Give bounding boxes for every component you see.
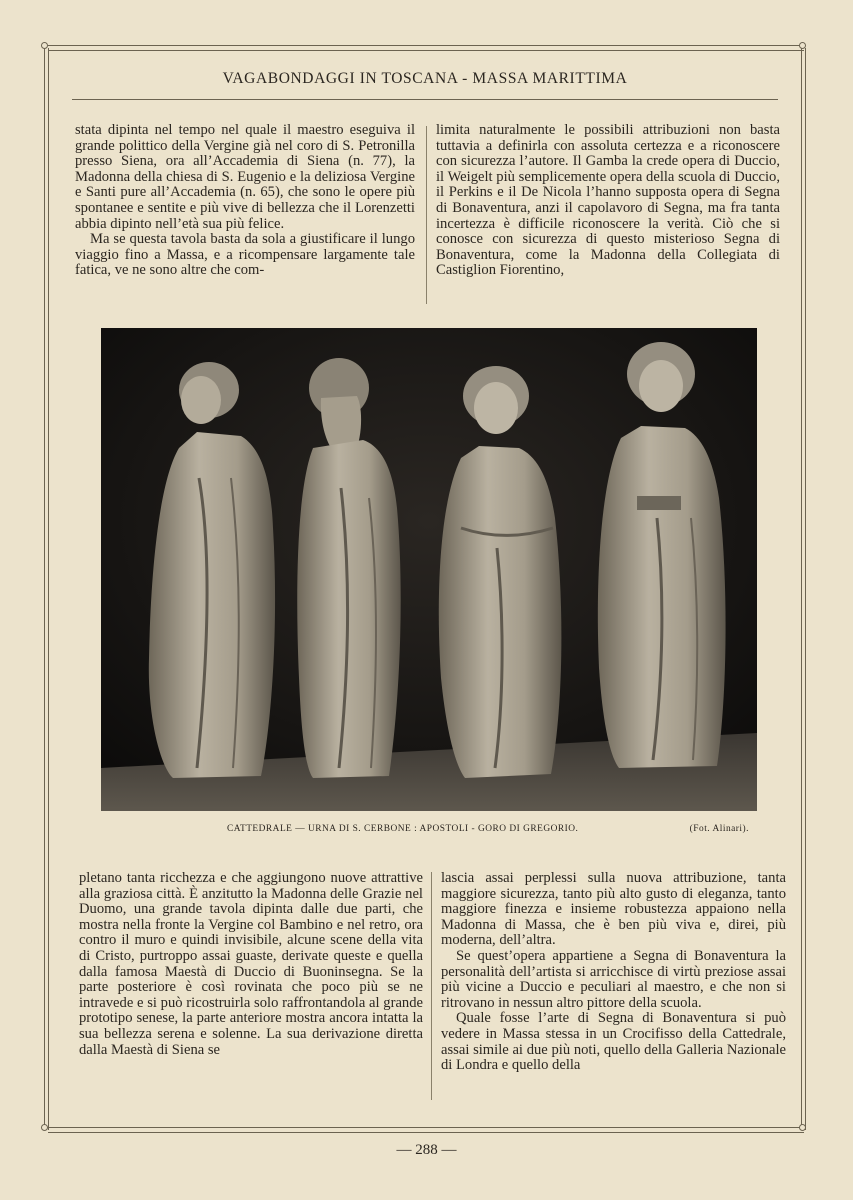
column-divider — [426, 126, 427, 304]
frame-corner-ornament — [799, 42, 806, 49]
paragraph: stata dipinta nel tempo nel quale il maestro eseguiva il grande polittico della Vergine già nel coro di S. Petronilla presso Siena, ora all’Accademia di Siena (n. 77), la Madonna della chiesa di S. Eugenio e la deliziosa Vergine e Santi pure all’Accademia (n. 65), che sono le opere più spontanee e sentite e più vive di bellezza che il Lorenzetti abbia dipinto nell’età sua più felice. — [75, 122, 415, 232]
top-right-column — [436, 123, 780, 279]
frame-corner-ornament — [41, 42, 48, 49]
frame-corner-ornament — [41, 1124, 48, 1131]
photo-credit: (Fot. Alinari). — [689, 824, 749, 834]
bottom-right-column — [441, 871, 786, 1074]
top-left-column — [75, 123, 415, 279]
paragraph: limita naturalmente le possibili attribuzioni non basta tuttavia a definirla con assoluta certezza e a riconoscere con sicurezza l’autore. Il Gamba la crede opera di Duccio, il Weigelt più semplicemente opera della scuola di Duccio, il Perkins e il De Nicola l’hanno supposta opera di Segna di Bonaventura, anzi il capolavoro di Segna, ma fra tanta incertezza è difficile riconoscere la verità. Ciò che si conosce con sicurezza di questo misterioso Segna di Bonaventura, come la Madonna della Collegiata di Castiglion Fiorentino, — [436, 122, 780, 279]
frame-top-rule — [48, 45, 804, 51]
column-divider — [431, 872, 432, 1100]
header-rule — [72, 99, 778, 100]
frame-corner-ornament — [799, 1124, 806, 1131]
paragraph: lascia assai perplessi sulla nuova attribuzione, tanta maggiore sicurezza, tanto più alto gusto di eleganza, tanto maggiore finezza e insieme robustezza appaiono nella Madonna di Massa, che è ben più viva e, direi, più moderna, dell’altra. — [441, 870, 786, 949]
frame-right-rule — [801, 48, 806, 1130]
paragraph: pletano tanta ricchezza e che aggiungono nuove attrattive alla graziosa città. È anzitutto la Madonna delle Grazie nel Duomo, una grande tavola dipinta dalle due parti, che mostra nella fronte la Vergine col Bambino e nel retro, ora contro il muro e quindi invisibile, alcune scene della vita di Cristo, purtroppo assai guaste, derivate queste e quella dalla famosa Maestà di Duccio di Buoninsegna. Se la parte posteriore è così rovinata che poco più se ne intravede e si può ricostruirla solo raffrontandola al grande prototipo senese, la parte anteriore mostra ancora intatta la sua bellezza serena e solenne. La sua derivazione diretta dalla Maestà di Siena se — [79, 870, 423, 1058]
bottom-left-column — [79, 871, 423, 1058]
frame-left-rule — [44, 48, 49, 1130]
photo-apostles-statues — [101, 328, 757, 811]
page-number: — 288 — — [396, 1142, 457, 1158]
frame-bottom-rule — [48, 1127, 804, 1133]
caption-text: CATTEDRALE — URNA DI S. CERBONE : APOSTOLI - GORO DI GREGORIO. — [227, 824, 579, 834]
running-head: VAGABONDAGGI IN TOSCANA - MASSA MARITTIMA — [222, 70, 628, 87]
paragraph: Ma se questa tavola basta da sola a giustificare il lungo viaggio fino a Massa, e a ricompensare largamente tale fatica, ve ne sono altre che com- — [75, 231, 415, 279]
paragraph: Quale fosse l’arte di Segna di Bonaventura si può vedere in Massa stessa in un Crocifisso della Cattedrale, assai simile ai due più noti, quello della Galleria Nazionale di Londra e quello della — [441, 1010, 786, 1074]
paragraph: Se quest’opera appartiene a Segna di Bonaventura la personalità dell’artista si arricchisce di virtù preziose assai più vicine a Duccio e peculiari al maestro, e che non si ritrovano in nessun altro pittore della scuola. — [441, 947, 786, 1011]
